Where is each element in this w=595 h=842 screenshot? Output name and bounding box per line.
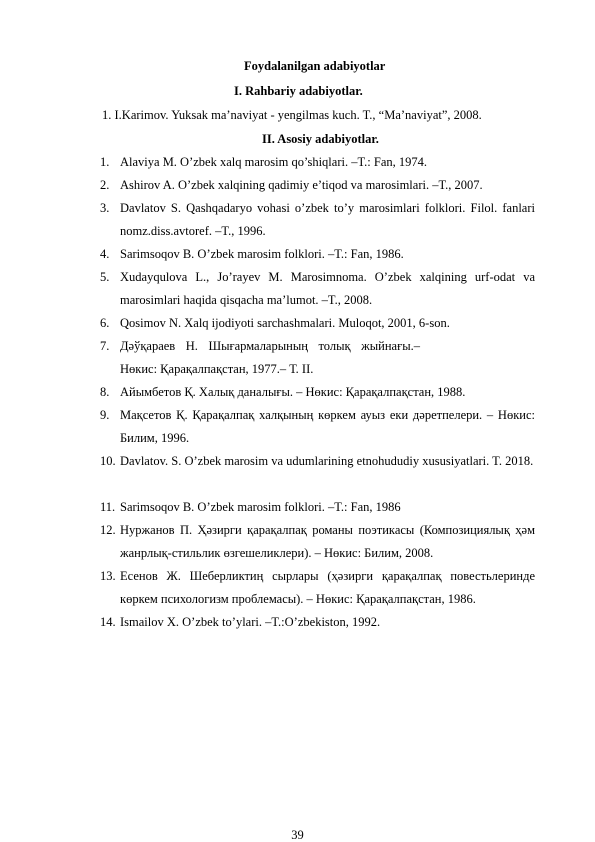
list-item-number: 1. — [100, 155, 110, 169]
list-item — [100, 450, 535, 473]
page-number: 39 — [291, 828, 304, 842]
list-item-number: 14. — [100, 615, 116, 629]
list-item — [100, 335, 535, 381]
list-item — [100, 381, 535, 404]
list-item-number: 11. — [100, 500, 116, 514]
list-item-text: Айымбетов Қ. Халық даналығы. – Нөкис: Қарақалпақстан, 1988. — [120, 385, 466, 399]
list-item-text: Qosimov N. Xalq ijodiyoti sarchashmalari. Muloqot, 2001, 6-son. — [120, 316, 450, 330]
list-item — [100, 565, 535, 611]
list-item-number: 10. — [100, 454, 116, 468]
list-item-number: 4. — [100, 247, 110, 261]
list-item-text: Xudayqulova L., Jo’rayev M. Marosimnoma. O’zbek xalqining urf-odat va marosimlari haqida qisqacha ma’lumot. –T., 2008. — [120, 270, 535, 307]
section-heading-rahbariy: I. Rahbariy adabiyotlar. — [234, 84, 363, 98]
list-item-text: Дәўқараев Н. Шығармаларының толық жыйнағы.–Нөкис: Қарақалпақстан, 1977.– Т. II. — [120, 339, 420, 376]
list-item — [100, 197, 535, 243]
list-item-text: Davlatov S. Qashqadaryo vohasi o’zbek to’y marosimlari folklori. Filol. fanlari nomz.diss.avtoref. –T., 1996. — [120, 201, 535, 238]
list-item-text: Alaviya M. O’zbek xalq marosim qo’shiqlari. –T.: Fan, 1974. — [120, 155, 428, 169]
reference-item-rahbariy: 1. I.Karimov. Yuksak ma’naviyat - yengilmas kuch. T., “Ma’naviyat”, 2008. — [102, 108, 482, 122]
list-item — [100, 266, 535, 312]
list-item-number: 2. — [100, 178, 110, 192]
list-item-number: 6. — [100, 316, 110, 330]
list-item — [100, 174, 535, 197]
list-item — [100, 151, 535, 174]
list-item — [100, 611, 535, 634]
list-item-number: 3. — [100, 201, 110, 215]
list-item-text: Есенов Ж. Шеберликтиң сырлары (ҳәзирги қарақалпақ повестьлеринде көркем психологизм проблемасы). – Нөкис: Қарақалпақстан, 1986. — [120, 569, 535, 606]
list-item — [100, 312, 535, 335]
page-title: Foydalanilgan adabiyotlar — [244, 59, 386, 73]
list-item-text: Ismailov X. O’zbek to’ylari. –T.:O’zbekiston, 1992. — [120, 615, 381, 629]
list-item-text: Davlatov. S. O’zbek marosim va udumlarining etnohududiy xususiyatlari. T. 2018. — [120, 454, 534, 468]
list-item — [100, 243, 535, 266]
list-item — [100, 496, 535, 519]
list-item-number: 9. — [100, 408, 110, 422]
list-item-number: 12. — [100, 523, 116, 537]
list-item — [100, 519, 535, 565]
list-item-number: 8. — [100, 385, 110, 399]
list-item-text: Нуржанов П. Ҳәзирги қарақалпақ романы поэтикасы (Композициялық ҳәм жанрлық-стильлик өзгешеликлери). – Нөкис: Билим, 2008. — [120, 523, 535, 560]
list-item-text: Sarimsoqov B. O’zbek marosim folklori. –T.: Fan, 1986 — [120, 500, 401, 514]
list-item-number: 7. — [100, 339, 110, 353]
list-item-text: Ashirov A. O’zbek xalqining qadimiy e’tiqod va marosimlari. –T., 2007. — [120, 178, 483, 192]
list-item-number: 5. — [100, 270, 110, 284]
list-item-number: 13. — [100, 569, 116, 583]
list-item — [100, 404, 535, 450]
section-heading-asosiy: II. Asosiy adabiyotlar. — [262, 132, 379, 146]
list-item-text: Мақсетов Қ. Қарақалпақ халқының көркем ауыз еки дәретпелери. – Нөкис: Билим, 1996. — [120, 408, 535, 445]
list-item-text: Sarimsoqov B. O’zbek marosim folklori. –T.: Fan, 1986. — [120, 247, 404, 261]
